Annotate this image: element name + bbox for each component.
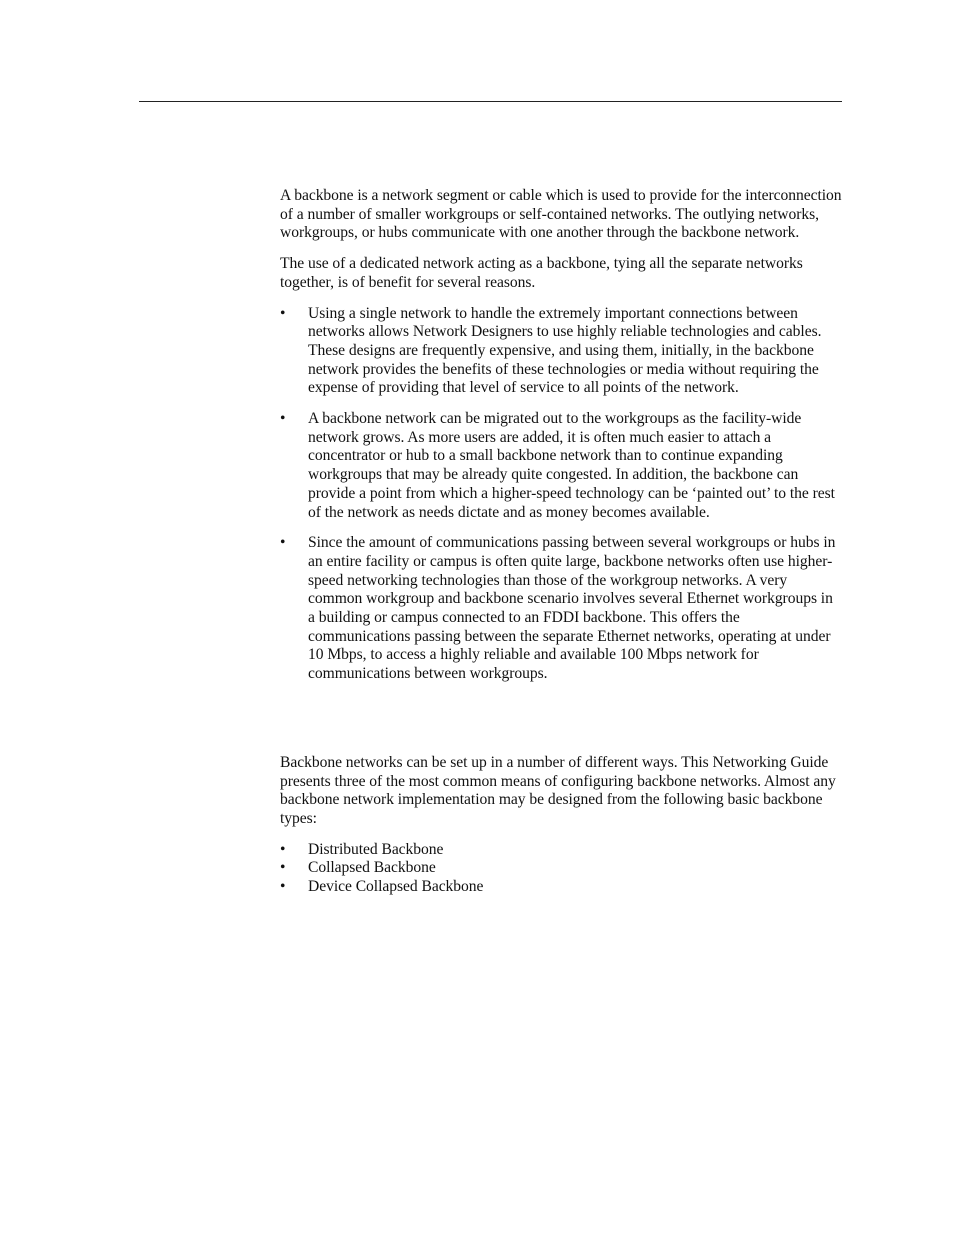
- bullet-icon: •: [280, 410, 286, 428]
- list-item-text: Using a single network to handle the extremely important connections between networks allows Network Designers to use highly reliable technologies and cables. These designs are frequently expensive, and using them, initially, in the backbone network provides the benefits of these technologies or media without requiring the expense of providing that level of service to all points of the network.: [308, 304, 822, 397]
- list-item-text: Since the amount of communications passing between several workgroups or hubs in an entire facility or campus is often quite large, backbone networks often use higher-speed networking technologies than those of the workgroup networks. A very common workgroup and backbone scenario involves several Ethernet workgroups in a building or campus connected to an FDDI backbone. This offers the communications passing between the separate Ethernet networks, operating at under 10 Mbps, to access a highly reliable and available 100 Mbps network for communications between workgroups.: [308, 534, 836, 683]
- page-content: [280, 187, 842, 897]
- list-item: [280, 305, 842, 399]
- bullet-icon: •: [280, 534, 286, 552]
- intro-paragraph: A backbone is a network segment or cable which is used to provide for the interconnection of a number of smaller workgroups or self-contained networks. The outlying networks, workgroups, or hubs communicate with one another through the backbone network.: [280, 187, 842, 242]
- list-item: [280, 859, 842, 878]
- list-item: [280, 841, 842, 860]
- list-item-text: Device Collapsed Backbone: [308, 878, 484, 896]
- benefit-paragraph: The use of a dedicated network acting as a backbone, tying all the separate networks together, is of benefit for several reasons.: [280, 255, 803, 291]
- bullet-icon: •: [280, 878, 286, 896]
- list-item-text: Collapsed Backbone: [308, 859, 436, 877]
- header-rule: [139, 101, 842, 102]
- bullet-icon: •: [280, 859, 286, 877]
- section-spacer: [280, 696, 842, 754]
- list-item: [280, 534, 842, 684]
- backbone-types-list: [280, 841, 842, 897]
- list-item: [280, 878, 842, 897]
- benefits-list: [280, 305, 842, 684]
- list-item-text: A backbone network can be migrated out to the workgroups as the facility-wide network grows. As more users are added, it is often much easier to attach a concentrator or hub to a small backbone network than to continue expanding workgroups that may be already quite congested. In addition, the backbone can provide a point from which a higher-speed technology can be ‘painted out’ to the rest of the network as needs dictate and as money becomes available.: [308, 410, 835, 521]
- bullet-icon: •: [280, 304, 286, 322]
- list-item: [280, 410, 842, 522]
- types-paragraph: Backbone networks can be set up in a number of different ways. This Networking Guide presents three of the most common means of configuring backbone networks. Almost any backbone network implementation may be designed from the following basic backbone types:: [280, 753, 836, 827]
- bullet-icon: •: [280, 840, 286, 858]
- list-item-text: Distributed Backbone: [308, 840, 444, 858]
